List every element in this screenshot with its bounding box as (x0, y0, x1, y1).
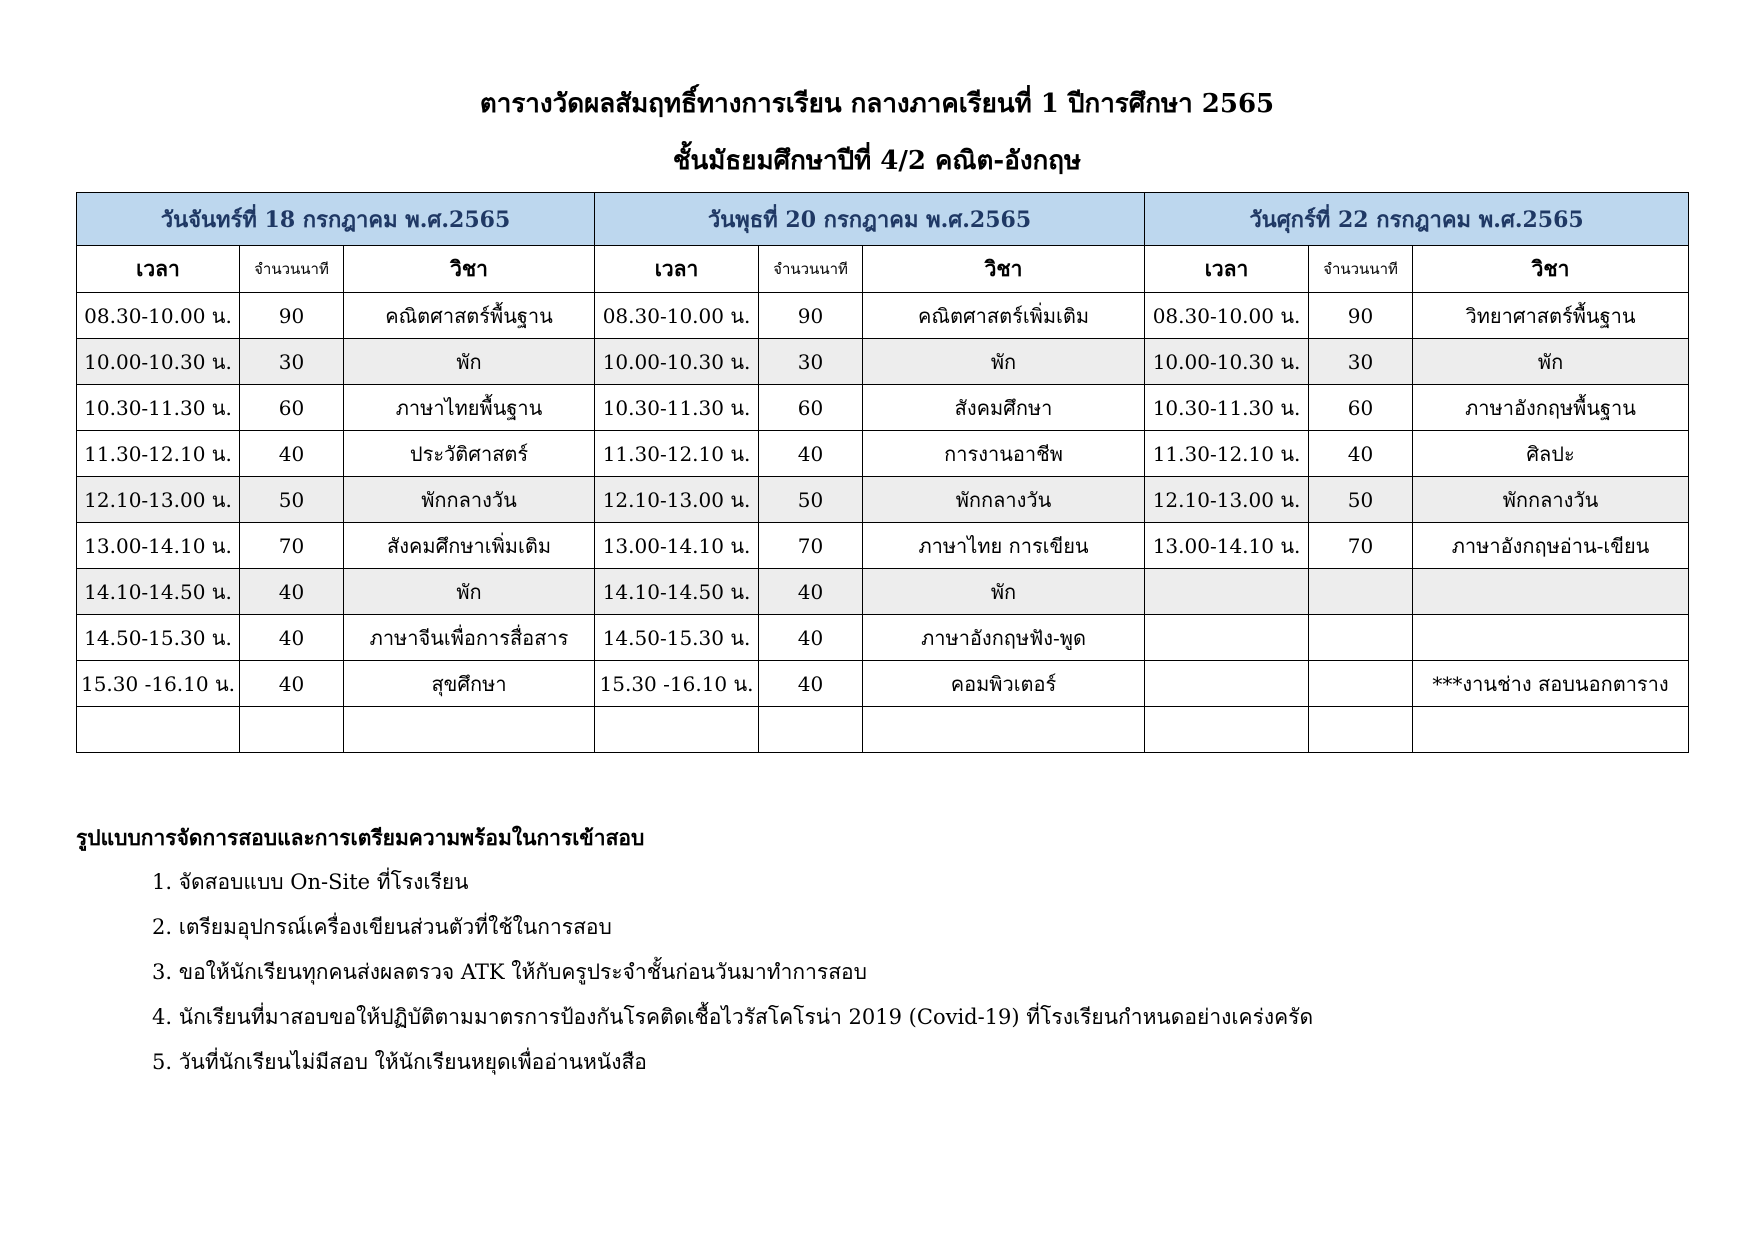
time-cell: 08.30-10.00 น. (77, 293, 240, 339)
subject-cell (863, 707, 1145, 753)
col-header-subject: วิชา (344, 246, 595, 293)
minutes-cell: 90 (1309, 293, 1413, 339)
time-cell: 11.30-12.10 น. (595, 431, 759, 477)
minutes-cell: 40 (240, 615, 344, 661)
subject-cell: ภาษาไทย การเขียน (863, 523, 1145, 569)
time-cell (1145, 707, 1309, 753)
table-row (77, 477, 1689, 523)
minutes-cell: 40 (240, 431, 344, 477)
table-row (77, 523, 1689, 569)
subject-cell: คณิตศาสตร์เพิ่มเติม (863, 293, 1145, 339)
time-cell: 14.50-15.30 น. (77, 615, 240, 661)
minutes-cell: 50 (759, 477, 863, 523)
day-header-wednesday: วันพุธที่ 20 กรกฎาคม พ.ศ.2565 (595, 193, 1145, 246)
time-cell: 15.30 -16.10 น. (595, 661, 759, 707)
subject-cell: การงานอาชีพ (863, 431, 1145, 477)
schedule-body (77, 293, 1689, 753)
minutes-cell: 70 (759, 523, 863, 569)
minutes-cell: 50 (240, 477, 344, 523)
time-cell: 12.10-13.00 น. (77, 477, 240, 523)
minutes-cell: 70 (1309, 523, 1413, 569)
minutes-cell: 30 (759, 339, 863, 385)
minutes-cell: 40 (1309, 431, 1413, 477)
time-cell (595, 707, 759, 753)
minutes-cell: 60 (759, 385, 863, 431)
time-cell: 08.30-10.00 น. (595, 293, 759, 339)
note-item: 2. เตรียมอุปกรณ์เครื่องเขียนส่วนตัวที่ใช้ในการสอบ (152, 915, 612, 939)
subject-cell (1413, 707, 1689, 753)
minutes-cell: 40 (759, 661, 863, 707)
time-cell (1145, 661, 1309, 707)
time-cell: 12.10-13.00 น. (1145, 477, 1309, 523)
subject-cell: พัก (344, 339, 595, 385)
subject-cell: สังคมศึกษาเพิ่มเติม (344, 523, 595, 569)
subject-cell: พักกลางวัน (863, 477, 1145, 523)
subject-cell: พักกลางวัน (344, 477, 595, 523)
col-header-minutes: จำนวนนาที (759, 246, 863, 293)
note-item: 1. จัดสอบแบบ On-Site ที่โรงเรียน (152, 870, 469, 894)
minutes-cell: 60 (1309, 385, 1413, 431)
minutes-cell: 40 (759, 569, 863, 615)
subject-cell: คณิตศาสตร์พื้นฐาน (344, 293, 595, 339)
time-cell: 14.10-14.50 น. (595, 569, 759, 615)
subject-cell: พัก (344, 569, 595, 615)
minutes-cell: 40 (240, 661, 344, 707)
table-row (77, 339, 1689, 385)
time-cell: 13.00-14.10 น. (77, 523, 240, 569)
time-cell: 15.30 -16.10 น. (77, 661, 240, 707)
time-cell: 10.00-10.30 น. (77, 339, 240, 385)
col-header-minutes: จำนวนนาที (240, 246, 344, 293)
col-header-time: เวลา (595, 246, 759, 293)
column-header-row (77, 246, 1689, 293)
minutes-cell: 40 (759, 431, 863, 477)
subject-cell: ภาษาจีนเพื่อการสื่อสาร (344, 615, 595, 661)
time-cell (1145, 569, 1309, 615)
subject-cell: ภาษาอังกฤษพื้นฐาน (1413, 385, 1689, 431)
col-header-subject: วิชา (863, 246, 1145, 293)
table-row (77, 661, 1689, 707)
minutes-cell (1309, 707, 1413, 753)
minutes-cell: 30 (240, 339, 344, 385)
subject-cell: สังคมศึกษา (863, 385, 1145, 431)
time-cell: 10.30-11.30 น. (595, 385, 759, 431)
time-cell: 10.30-11.30 น. (1145, 385, 1309, 431)
minutes-cell: 30 (1309, 339, 1413, 385)
table-row (77, 615, 1689, 661)
note-item: 4. นักเรียนที่มาสอบขอให้ปฏิบัติตามมาตรการป้องกันโรคติดเชื้อไวรัสโคโรน่า 2019 (Covid-19) ที่โรงเรียนกำหนดอย่างเคร่งครัด (152, 1005, 1314, 1029)
table-row (77, 385, 1689, 431)
exam-schedule-table (76, 192, 1689, 753)
col-header-time: เวลา (1145, 246, 1309, 293)
notes-list (152, 866, 1313, 1091)
time-cell: 08.30-10.00 น. (1145, 293, 1309, 339)
minutes-cell: 90 (759, 293, 863, 339)
time-cell: 12.10-13.00 น. (595, 477, 759, 523)
table-row (77, 707, 1689, 753)
subject-cell: ภาษาไทยพื้นฐาน (344, 385, 595, 431)
day-header-row (77, 193, 1689, 246)
page-title: ตารางวัดผลสัมฤทธิ์ทางการเรียน กลางภาคเรียนที่ 1 ปีการศึกษา 2565 (479, 89, 1275, 119)
day-header-friday: วันศุกร์ที่ 22 กรกฎาคม พ.ศ.2565 (1145, 193, 1689, 246)
col-header-time: เวลา (77, 246, 240, 293)
subject-cell (1413, 569, 1689, 615)
minutes-cell: 60 (240, 385, 344, 431)
minutes-cell: 40 (759, 615, 863, 661)
time-cell: 14.50-15.30 น. (595, 615, 759, 661)
subject-cell: วิทยาศาสตร์พื้นฐาน (1413, 293, 1689, 339)
subject-cell (1413, 615, 1689, 661)
time-cell (1145, 615, 1309, 661)
time-cell: 13.00-14.10 น. (1145, 523, 1309, 569)
time-cell: 11.30-12.10 น. (77, 431, 240, 477)
time-cell: 10.00-10.30 น. (1145, 339, 1309, 385)
subject-cell: ***งานช่าง สอบนอกตาราง (1413, 661, 1689, 707)
col-header-minutes: จำนวนนาที (1309, 246, 1413, 293)
table-row (77, 293, 1689, 339)
table-row (77, 569, 1689, 615)
subject-cell: พักกลางวัน (1413, 477, 1689, 523)
notes-title: รูปแบบการจัดการสอบและการเตรียมความพร้อมในการเข้าสอบ (76, 825, 645, 850)
time-cell: 11.30-12.10 น. (1145, 431, 1309, 477)
time-cell: 10.30-11.30 น. (77, 385, 240, 431)
subject-cell: ศิลปะ (1413, 431, 1689, 477)
day-header-monday: วันจันทร์ที่ 18 กรกฎาคม พ.ศ.2565 (77, 193, 595, 246)
minutes-cell: 90 (240, 293, 344, 339)
time-cell: 13.00-14.10 น. (595, 523, 759, 569)
subject-cell: ประวัติศาสตร์ (344, 431, 595, 477)
minutes-cell (240, 707, 344, 753)
minutes-cell (759, 707, 863, 753)
minutes-cell (1309, 569, 1413, 615)
minutes-cell (1309, 661, 1413, 707)
minutes-cell: 50 (1309, 477, 1413, 523)
table-row (77, 431, 1689, 477)
subject-cell: พัก (1413, 339, 1689, 385)
note-item: 3. ขอให้นักเรียนทุกคนส่งผลตรวจ ATK ให้กับครูประจำชั้นก่อนวันมาทำการสอบ (152, 960, 867, 984)
note-item: 5. วันที่นักเรียนไม่มีสอบ ให้นักเรียนหยุดเพื่ออ่านหนังสือ (152, 1050, 647, 1074)
subject-cell: คอมพิวเตอร์ (863, 661, 1145, 707)
subject-cell (344, 707, 595, 753)
subject-cell: ภาษาอังกฤษอ่าน-เขียน (1413, 523, 1689, 569)
subject-cell: พัก (863, 569, 1145, 615)
minutes-cell (1309, 615, 1413, 661)
minutes-cell: 70 (240, 523, 344, 569)
subject-cell: ภาษาอังกฤษฟัง-พูด (863, 615, 1145, 661)
minutes-cell: 40 (240, 569, 344, 615)
col-header-subject: วิชา (1413, 246, 1689, 293)
time-cell: 10.00-10.30 น. (595, 339, 759, 385)
subject-cell: พัก (863, 339, 1145, 385)
subject-cell: สุขศึกษา (344, 661, 595, 707)
time-cell: 14.10-14.50 น. (77, 569, 240, 615)
page-subtitle: ชั้นมัธยมศึกษาปีที่ 4/2 คณิต-อังกฤษ (672, 146, 1082, 176)
time-cell (77, 707, 240, 753)
